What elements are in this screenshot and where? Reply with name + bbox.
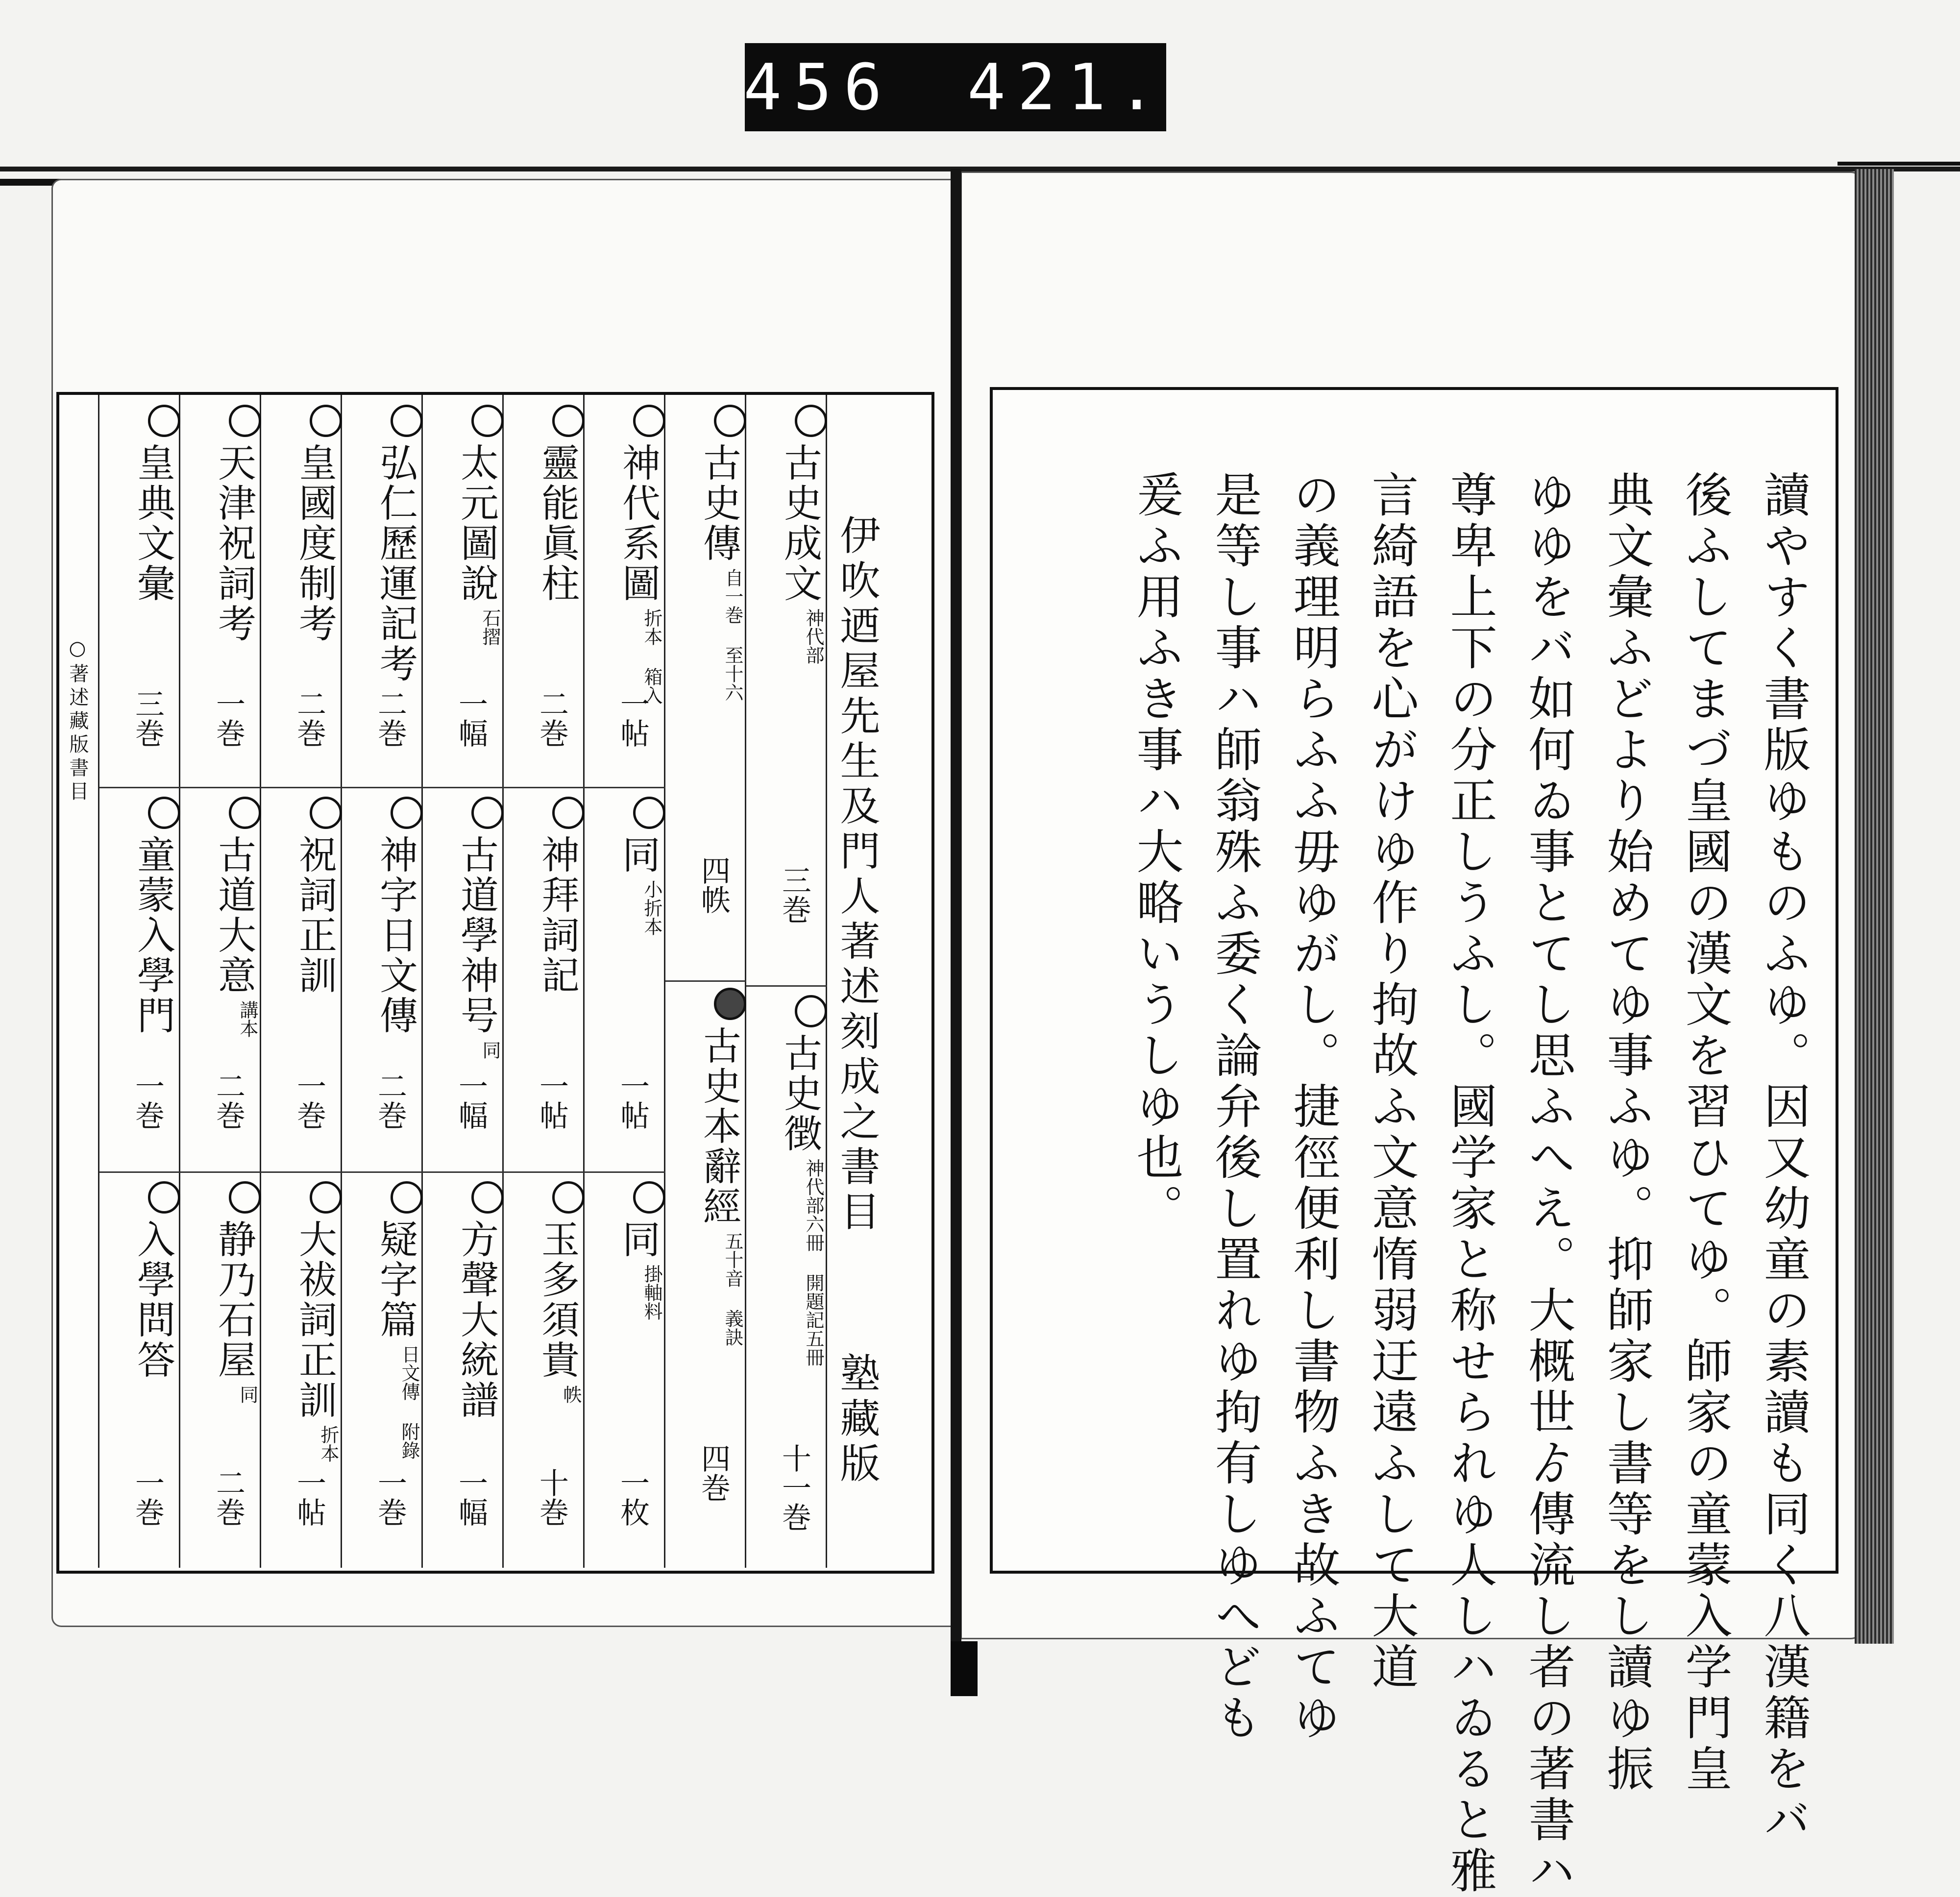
circle-mark-icon	[310, 797, 342, 829]
book-note: 折本	[318, 1425, 339, 1462]
row-divider	[261, 1171, 342, 1173]
circle-mark-icon	[633, 405, 665, 437]
circle-mark-icon	[391, 1181, 423, 1214]
circle-mark-icon	[471, 405, 504, 437]
book-qty: 一幅	[454, 1071, 488, 1130]
catalog-column-5	[421, 395, 504, 1568]
book-title: 方聲大統譜	[454, 1219, 498, 1420]
book-note: 日文傳 附錄	[398, 1345, 420, 1459]
book-qty: 一幅	[454, 1468, 488, 1527]
archive-number-label	[745, 43, 1166, 131]
book-qty: 二巻	[292, 689, 326, 748]
row-divider	[180, 787, 261, 788]
row-divider	[504, 787, 585, 788]
catalog-column-1	[745, 395, 827, 1568]
book-qty: 一巻	[373, 1468, 407, 1527]
book-qty: 一枚	[615, 1468, 650, 1527]
book-qty: 三巻	[130, 689, 165, 748]
circle-mark-icon	[633, 797, 665, 829]
row-divider	[342, 787, 423, 788]
book-qty: 三巻	[777, 865, 811, 924]
text-line-3: 典文彙ふどより始めてゆ事ふゆ。抑師家し書等をし讀ゆ振	[1599, 470, 1654, 1795]
book-title: 童蒙入學門	[131, 835, 175, 1036]
book-qty: 四帙	[696, 855, 731, 914]
circle-mark-icon	[552, 1181, 585, 1214]
circle-mark-icon	[229, 405, 261, 437]
book-qty: 一帖	[615, 1071, 650, 1130]
book-qty: 一帖	[535, 1071, 569, 1130]
top-rule-right	[1838, 162, 1960, 166]
catalog-column-2	[664, 395, 746, 1568]
circle-mark-icon	[633, 1181, 665, 1214]
circle-mark-icon	[714, 405, 746, 437]
book-note: 同	[237, 1385, 258, 1404]
book-qty: 二巻	[535, 689, 569, 748]
book-note: 帙	[560, 1385, 582, 1404]
circle-mark-icon	[552, 405, 585, 437]
book-qty: 四巻	[696, 1443, 731, 1502]
book-qty: 一幅	[454, 689, 488, 748]
row-divider	[585, 787, 665, 788]
row-divider	[504, 1171, 585, 1173]
catalog-column-9	[98, 395, 180, 1568]
row-divider	[99, 787, 180, 788]
catalog-column-8	[179, 395, 261, 1568]
book-title: 古史徴	[778, 1033, 822, 1154]
book-title: 靈能眞柱	[535, 443, 579, 604]
book-title: 皇國度制考	[293, 443, 337, 644]
book-title: 古道大意	[212, 835, 256, 996]
circle-mark-icon	[795, 995, 827, 1027]
book-qty: 一帖	[615, 689, 650, 748]
catalog-heading-note: 塾藏版	[833, 1352, 880, 1487]
book-note: 講本	[237, 1000, 258, 1038]
book-title: 古道學神号	[454, 835, 498, 1036]
text-line-2: 後ふしてまづ皇國の漢文を習ひてゆ。師家の童蒙入学門皇	[1678, 470, 1733, 1795]
book-title: 太元圖說	[454, 443, 498, 604]
filled-circle-mark-icon	[714, 988, 746, 1020]
circle-mark-icon	[310, 405, 342, 437]
row-divider	[423, 787, 504, 788]
text-line-1: 讀やすく書版ゆものふゆ。因又幼童の素讀も同く八漢籍をバ	[1756, 470, 1811, 1846]
book-qty: 一巻	[292, 1071, 326, 1130]
book-title: 神拜詞記	[535, 835, 579, 996]
catalog-heading: 伊吹迺屋先生及門人著述刻成之書目	[833, 514, 880, 1236]
text-line-8: 是等し事ハ師翁殊ふ委く論弁後し置れゆ拘有しゆへども	[1207, 470, 1262, 1744]
circle-mark-icon	[471, 797, 504, 829]
book-note: 同	[479, 1041, 501, 1059]
book-note: 掛軸料	[641, 1265, 662, 1320]
circle-mark-icon	[148, 1181, 180, 1214]
book-title: 疑字篇	[373, 1219, 417, 1340]
archive-number-left: 456	[743, 50, 894, 124]
book-note: 折本 箱入	[641, 608, 662, 705]
book-qty: 二巻	[373, 1071, 407, 1130]
row-divider	[261, 787, 342, 788]
circle-mark-icon	[391, 405, 423, 437]
book-qty: 二巻	[211, 1071, 245, 1130]
row-divider	[342, 1171, 423, 1173]
circle-mark-icon	[148, 405, 180, 437]
side-title-separator	[98, 395, 99, 1568]
book-qty: 一巻	[211, 689, 245, 748]
book-qty: 十一巻	[777, 1443, 811, 1532]
circle-mark-icon	[148, 797, 180, 829]
book-title: 古史成文	[778, 443, 822, 604]
circle-mark-icon	[795, 405, 827, 437]
book-edge	[1855, 169, 1894, 1644]
row-divider	[665, 980, 746, 982]
catalog-column-6	[341, 395, 423, 1568]
top-rule	[0, 167, 1960, 171]
book-title: 同	[616, 835, 660, 875]
row-divider	[99, 1171, 180, 1173]
book-title: 弘仁歷運記考	[373, 443, 417, 684]
book-qty: 一帖	[292, 1468, 326, 1527]
circle-mark-icon	[229, 797, 261, 829]
text-line-9: 爰ふ用ふき事ハ大略いうしゆ也。	[1129, 470, 1184, 1235]
catalog-column-3	[583, 395, 665, 1568]
circle-mark-icon	[310, 1181, 342, 1214]
book-note: 小折本	[641, 880, 662, 936]
book-qty: 二巻	[211, 1468, 245, 1527]
book-title: 古史傳	[697, 443, 741, 563]
book-title: 神字日文傳	[373, 835, 417, 1036]
book-title: 静乃石屋	[212, 1219, 256, 1380]
book-qty: 十巻	[535, 1468, 569, 1527]
side-title: ○著述藏版書目	[66, 637, 89, 804]
circle-mark-icon	[552, 797, 585, 829]
book-title: 祝詞正訓	[293, 835, 337, 996]
text-line-7: の義理明らふふ毋ゆがし。捷徑便利し書物ふき故ふてゆ	[1286, 470, 1341, 1744]
book-note: 自一巻 至十六	[722, 568, 743, 702]
text-line-4: ゆゆをバ如何ゐ事とてし思ふへえ。大概世ゟ傳流し者の著書ハ	[1521, 470, 1576, 1897]
book-title: 同	[616, 1219, 660, 1260]
row-divider	[746, 985, 827, 987]
gutter-foot	[951, 1641, 978, 1696]
book-qty: 一巻	[130, 1071, 165, 1130]
catalog-column-7	[260, 395, 342, 1568]
book-qty: 二巻	[373, 689, 407, 748]
book-qty: 一巻	[130, 1468, 165, 1527]
book-title: 入學問答	[131, 1219, 175, 1380]
book-title: 古史本辭經	[697, 1026, 741, 1227]
archive-number-right: 421.	[967, 50, 1168, 124]
circle-mark-icon	[471, 1181, 504, 1214]
row-divider	[585, 1171, 665, 1173]
book-gutter	[951, 169, 961, 1696]
book-note: 石摺	[479, 608, 501, 646]
book-note: 神代部	[803, 608, 824, 664]
row-divider	[423, 1171, 504, 1173]
book-note: 五十音 義訣	[722, 1232, 743, 1346]
text-line-6: 言綺語を心がけゆ作り拘故ふ文意惰弱迂遠ふして大道	[1364, 470, 1419, 1693]
circle-mark-icon	[229, 1181, 261, 1214]
book-title: 玉多須貴	[535, 1219, 579, 1380]
book-note: 神代部六冊 開題記五冊	[803, 1159, 824, 1366]
row-divider	[180, 1171, 261, 1173]
book-title: 大祓詞正訓	[293, 1219, 337, 1420]
book-title: 天津祝詞考	[212, 443, 256, 644]
book-title: 皇典文彙	[131, 443, 175, 604]
text-line-5: 尊卑上下の分正しうふし。國学家と称せられゆ人しハゐると雅	[1443, 470, 1497, 1897]
catalog-column-4	[502, 395, 585, 1568]
book-title: 神代系圖	[616, 443, 660, 604]
circle-mark-icon	[391, 797, 423, 829]
